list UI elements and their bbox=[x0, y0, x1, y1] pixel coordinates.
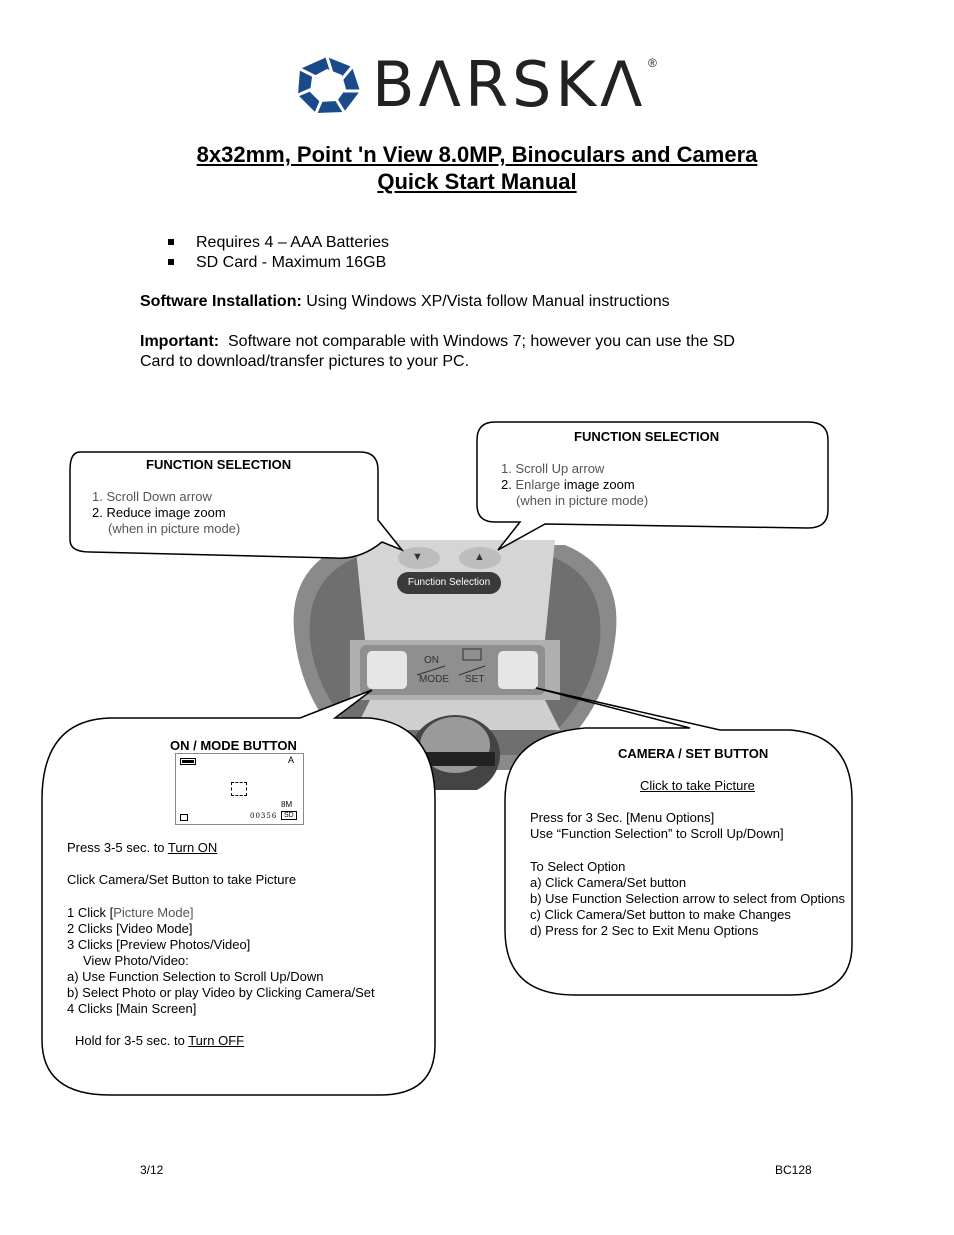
list-item: a) Use Function Selection to Scroll Up/Down bbox=[67, 969, 324, 984]
list-item: View Photo/Video: bbox=[83, 953, 189, 968]
list-item: d) Press for 2 Sec to Exit Menu Options bbox=[530, 923, 759, 938]
brand-name: BΛRSKΛ bbox=[372, 48, 647, 121]
right-callout-item-1: 1. Scroll Up arrow bbox=[501, 461, 605, 476]
mode-clicks-list bbox=[67, 905, 375, 1017]
list-item: Use “Function Selection” to Scroll Up/Down] bbox=[530, 826, 784, 841]
list-item: 2 Clicks [Video Mode] bbox=[67, 921, 193, 936]
list-item: To Select Option bbox=[530, 859, 626, 874]
lcd-mode-icon bbox=[180, 814, 188, 821]
list-item: b) Select Photo or play Video by Clicking Camera/Set bbox=[67, 985, 375, 1000]
right-callout-item-2: 2. Enlarge image zoom bbox=[501, 477, 635, 492]
select-option-list bbox=[530, 859, 845, 939]
list-item: a) Click Camera/Set button bbox=[530, 875, 687, 890]
right-callout-heading: FUNCTION SELECTION bbox=[574, 429, 720, 444]
footer-date: 3/12 bbox=[140, 1163, 164, 1177]
lcd-sd: SD bbox=[281, 811, 297, 820]
turn-off-line: Hold for 3-5 sec. to Turn OFF bbox=[75, 1033, 245, 1048]
on-mode-heading: ON / MODE BUTTON bbox=[170, 738, 297, 753]
list-item: b) Use Function Selection arrow to select from Options bbox=[530, 891, 846, 906]
left-callout-note: (when in picture mode) bbox=[108, 521, 241, 536]
mode-label: MODE bbox=[419, 674, 449, 685]
camera-set-instructions bbox=[530, 810, 784, 842]
list-item: 3 Clicks [Preview Photos/Video] bbox=[67, 937, 251, 952]
list-item: Press for 3 Sec. [Menu Options] bbox=[530, 810, 715, 825]
camera-set-heading: CAMERA / SET BUTTON bbox=[618, 746, 769, 761]
software-installation: Software Installation: Using Windows XP/Vista follow Manual instructions bbox=[140, 293, 670, 310]
left-callout-heading: FUNCTION SELECTION bbox=[146, 457, 292, 472]
list-item: c) Click Camera/Set button to make Changes bbox=[530, 907, 791, 922]
registered-mark: ® bbox=[648, 56, 657, 70]
down-arrow-icon[interactable]: ▼ bbox=[412, 551, 423, 563]
function-selection-label: Function Selection bbox=[397, 572, 501, 594]
set-label: SET bbox=[465, 674, 485, 685]
left-callout-item-1: 1. Scroll Down arrow bbox=[92, 489, 212, 504]
focus-frame-icon bbox=[231, 782, 247, 796]
title-line-2: Quick Start Manual bbox=[377, 169, 577, 194]
title-line-1: 8x32mm, Point 'n View 8.0MP, Binoculars and Camera bbox=[196, 142, 758, 167]
turn-on-line: Press 3-5 sec. to Turn ON bbox=[67, 840, 218, 855]
lcd-counter: 00356 bbox=[250, 812, 278, 820]
click-to-take-picture: Click to take Picture bbox=[640, 778, 755, 793]
lcd-mode-letter: A bbox=[288, 755, 295, 765]
left-callout-item-2: 2. Reduce image zoom bbox=[92, 505, 226, 520]
up-arrow-icon[interactable]: ▲ bbox=[474, 551, 485, 563]
important-note: Important: Software not comparable with Windows 7; however you can use the SD Card to download/transfer pictures to your PC. bbox=[140, 333, 735, 370]
list-item: Requires 4 – AAA Batteries bbox=[166, 233, 389, 253]
battery-icon bbox=[180, 758, 196, 765]
lcd-screen bbox=[175, 753, 304, 825]
click-camera-line: Click Camera/Set Button to take Picture bbox=[67, 872, 297, 887]
list-item: 1 Click [Picture Mode] bbox=[67, 905, 194, 920]
lcd-megapixels: 8M bbox=[281, 800, 293, 809]
footer-code: BC128 bbox=[775, 1163, 812, 1177]
list-item: SD Card - Maximum 16GB bbox=[166, 253, 389, 273]
list-item: 4 Clicks [Main Screen] bbox=[67, 1001, 197, 1016]
right-callout-note: (when in picture mode) bbox=[516, 493, 649, 508]
on-label: ON bbox=[424, 655, 439, 666]
